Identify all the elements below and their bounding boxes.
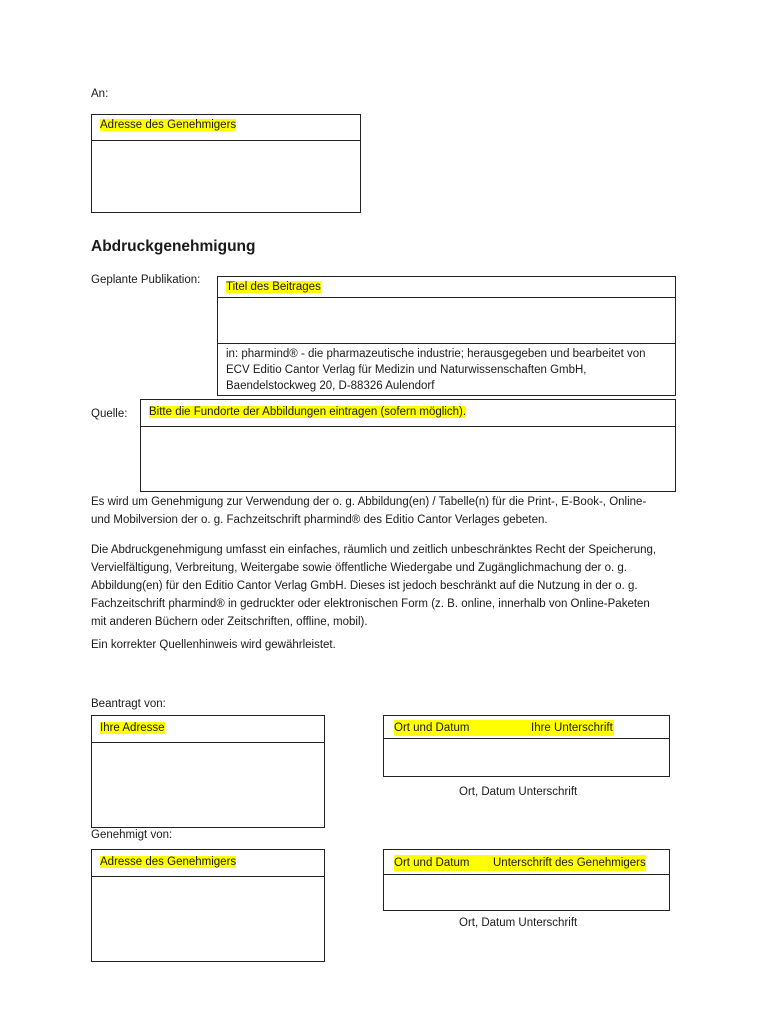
approver-place-date-placeholder: Ort und Datum xyxy=(394,855,493,872)
paragraph-line: Fachzeitschrift pharmind® in gedruckter oder elektronischen Form (z. B. online, innerhalb von Online-Paketen xyxy=(91,598,650,610)
paragraph-line: Abbildung(en) für den Editio Cantor Verlag GmbH. Dieses ist jedoch beschränkt auf die Nutzung in der o. g. xyxy=(91,580,638,592)
requester-address-box[interactable] xyxy=(91,715,325,828)
request-paragraph xyxy=(91,493,681,529)
requester-signature-box[interactable] xyxy=(383,715,670,777)
paragraph-line: Es wird um Genehmigung zur Verwendung der o. g. Abbildung(en) / Tabelle(n) für die Print-, E-Book-, Online- xyxy=(91,496,647,508)
rights-paragraph xyxy=(91,541,681,631)
requester-place-date-placeholder: Ort und Datum xyxy=(394,720,531,737)
paragraph-line: Vervielfältigung, Verbreitung, Weitergabe sowie öffentliche Wiedergabe und Zugänglichmachung der o. g. xyxy=(91,562,627,574)
publication-box[interactable] xyxy=(217,276,676,396)
approver-signature-box[interactable] xyxy=(383,849,670,911)
approver-signature-placeholder: Unterschrift des Genehmigers xyxy=(493,855,646,872)
approver-signature-caption: Ort, Datum Unterschrift xyxy=(459,917,578,929)
publisher-line: ECV Editio Cantor Verlag für Medizin und Naturwissenschaften GmbH, xyxy=(226,364,587,376)
publisher-info xyxy=(218,344,675,394)
publisher-line: Baendelstockweg 20, D-88326 Aulendorf xyxy=(226,380,435,392)
requester-signature-placeholder: Ihre Unterschrift xyxy=(531,720,614,737)
publisher-line: in: pharmind® - die pharmazeutische industrie; herausgegeben und bearbeitet von xyxy=(226,348,646,360)
recipient-address-box[interactable] xyxy=(91,114,361,213)
article-title-placeholder: Titel des Beitrages xyxy=(226,281,321,293)
approved-label: Genehmigt von: xyxy=(91,829,173,841)
paragraph-line: Die Abdruckgenehmigung umfasst ein einfaches, räumlich und zeitlich unbeschränktes Recht der Speicherung, xyxy=(91,544,657,556)
requester-address-placeholder: Ihre Adresse xyxy=(100,722,165,734)
source-label: Quelle: xyxy=(91,408,128,420)
page-title: Abdruckgenehmigung xyxy=(91,238,256,255)
approver-address-box[interactable] xyxy=(91,849,325,962)
source-placeholder: Bitte die Fundorte der Abbildungen eintragen (sofern möglich). xyxy=(149,406,467,418)
paragraph-line: und Mobilversion der o. g. Fachzeitschrift pharmind® des Editio Cantor Verlages gebeten. xyxy=(91,514,548,526)
approver-address-placeholder: Adresse des Genehmigers xyxy=(100,856,237,868)
requester-signature-caption: Ort, Datum Unterschrift xyxy=(459,786,578,798)
recipient-label: An: xyxy=(91,88,109,100)
requested-label: Beantragt von: xyxy=(91,698,166,710)
paragraph-line: mit anderen Büchern oder Zeitschriften, offline, mobil). xyxy=(91,616,368,628)
citation-paragraph: Ein korrekter Quellenhinweis wird gewährleistet. xyxy=(91,639,336,651)
article-title-field[interactable] xyxy=(218,298,675,344)
source-box[interactable] xyxy=(140,399,676,492)
recipient-address-placeholder: Adresse des Genehmigers xyxy=(100,119,237,131)
publication-label: Geplante Publikation: xyxy=(91,274,201,286)
